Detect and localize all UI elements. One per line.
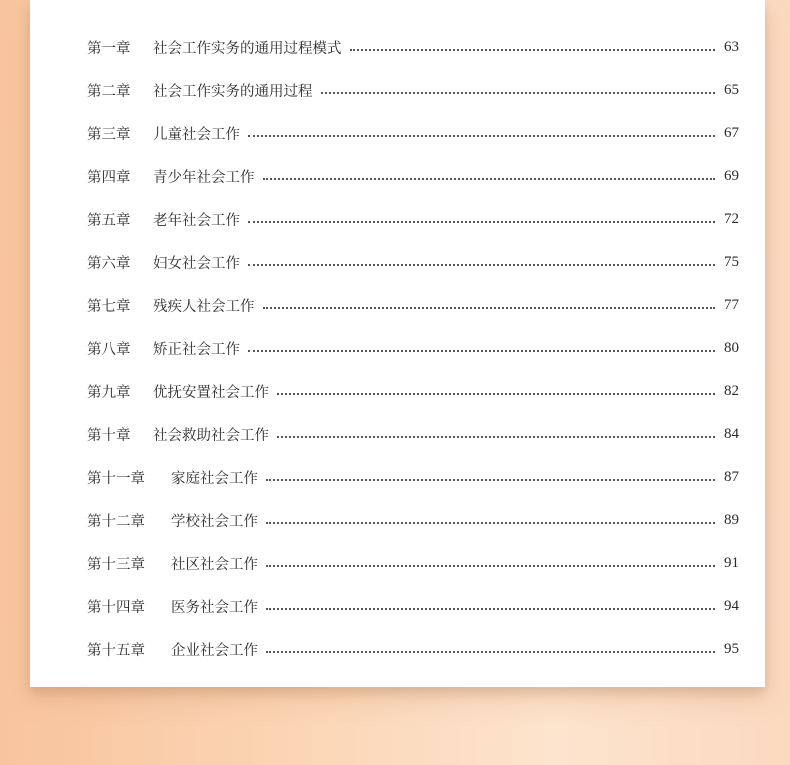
- chapter-title: 医务社会工作: [171, 600, 258, 616]
- chapter-number: 第五章: [87, 213, 131, 229]
- toc-entry: [87, 284, 739, 327]
- chapter-title: 社会工作实务的通用过程模式: [153, 41, 342, 57]
- chapter-title: 优抚安置社会工作: [153, 385, 269, 401]
- chapter-number: 第十五章: [87, 643, 145, 659]
- chapter-number: 第六章: [87, 256, 131, 272]
- chapter-title: 社会救助社会工作: [153, 428, 269, 444]
- dot-leader: [266, 521, 715, 524]
- page-number: 80: [724, 340, 739, 356]
- chapter-title: 企业社会工作: [171, 643, 258, 659]
- toc-entry: [87, 628, 739, 671]
- page-number: 77: [724, 297, 739, 313]
- page-number: 84: [724, 426, 739, 442]
- chapter-title: 老年社会工作: [153, 213, 240, 229]
- table-of-contents: [87, 26, 739, 671]
- page-number: 91: [724, 555, 739, 571]
- dot-leader: [248, 134, 715, 137]
- dot-leader: [266, 564, 715, 567]
- dot-leader: [263, 306, 716, 309]
- dot-leader: [266, 478, 715, 481]
- page-number: 89: [724, 512, 739, 528]
- page-number: 94: [724, 598, 739, 614]
- toc-entry: [87, 456, 739, 499]
- page-number: 65: [724, 82, 739, 98]
- toc-entry: [87, 198, 739, 241]
- toc-entry: [87, 542, 739, 585]
- chapter-number: 第十二章: [87, 514, 145, 530]
- toc-entry: [87, 26, 739, 69]
- chapter-title: 儿童社会工作: [153, 127, 240, 143]
- chapter-title: 学校社会工作: [171, 514, 258, 530]
- toc-page: [30, 0, 765, 687]
- page-number: 75: [724, 254, 739, 270]
- toc-entry: [87, 327, 739, 370]
- chapter-title: 社会工作实务的通用过程: [153, 84, 313, 100]
- chapter-title: 社区社会工作: [171, 557, 258, 573]
- dot-leader: [350, 48, 716, 51]
- toc-entry: [87, 370, 739, 413]
- chapter-title: 家庭社会工作: [171, 471, 258, 487]
- chapter-number: 第七章: [87, 299, 131, 315]
- dot-leader: [248, 220, 715, 223]
- dot-leader: [248, 349, 715, 352]
- chapter-number: 第二章: [87, 84, 131, 100]
- page-number: 67: [724, 125, 739, 141]
- chapter-title: 矫正社会工作: [153, 342, 240, 358]
- chapter-number: 第八章: [87, 342, 131, 358]
- toc-entry: [87, 155, 739, 198]
- toc-entry: [87, 585, 739, 628]
- dot-leader: [277, 435, 715, 438]
- chapter-title: 青少年社会工作: [153, 170, 255, 186]
- chapter-number: 第十一章: [87, 471, 145, 487]
- dot-leader: [266, 650, 715, 653]
- dot-leader: [277, 392, 715, 395]
- page-number: 63: [724, 39, 739, 55]
- chapter-number: 第四章: [87, 170, 131, 186]
- page-number: 82: [724, 383, 739, 399]
- toc-entry: [87, 69, 739, 112]
- chapter-number: 第三章: [87, 127, 131, 143]
- page-number: 72: [724, 211, 739, 227]
- dot-leader: [263, 177, 716, 180]
- chapter-number: 第十三章: [87, 557, 145, 573]
- chapter-number: 第十章: [87, 428, 131, 444]
- chapter-title: 妇女社会工作: [153, 256, 240, 272]
- chapter-title: 残疾人社会工作: [153, 299, 255, 315]
- dot-leader: [266, 607, 715, 610]
- toc-entry: [87, 112, 739, 155]
- page-number: 95: [724, 641, 739, 657]
- chapter-number: 第九章: [87, 385, 131, 401]
- toc-entry: [87, 413, 739, 456]
- page-number: 87: [724, 469, 739, 485]
- toc-entry: [87, 241, 739, 284]
- dot-leader: [248, 263, 715, 266]
- chapter-number: 第一章: [87, 41, 131, 57]
- toc-entry: [87, 499, 739, 542]
- chapter-number: 第十四章: [87, 600, 145, 616]
- page-number: 69: [724, 168, 739, 184]
- dot-leader: [321, 91, 716, 94]
